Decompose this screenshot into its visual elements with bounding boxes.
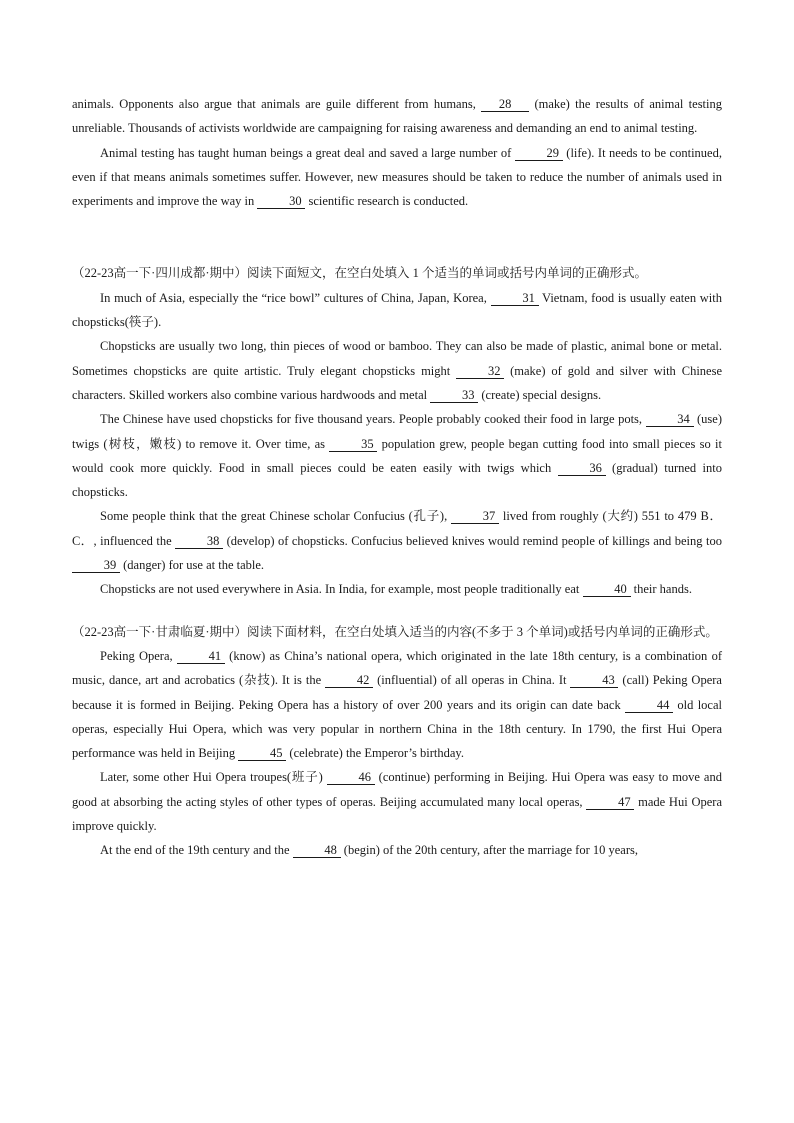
passage2-paragraph5: Chopsticks are not used everywhere in Asia. In India, for example, most people traditionally eat 40 their hands. [100,582,692,597]
blank-31[interactable]: 31 [491,291,539,306]
blank-30[interactable]: 30 [257,194,305,209]
blank-41[interactable]: 41 [177,649,225,664]
passage1-paragraph1: animals. Opponents also argue that animals are guile different from humans, 28 (make) the results of animal testing unreliable. Thousands of activists worldwide are campaigning for raising awareness and demanding an end to animal testing. [72,97,723,136]
passage3-paragraph3: At the end of the 19th century and the 48 (begin) of the 20th century, after the marriage for 10 years, [100,843,638,858]
blank-28[interactable]: 28 [481,97,529,112]
blank-46[interactable]: 46 [327,770,375,785]
blank-45[interactable]: 45 [238,746,286,761]
blank-42[interactable]: 42 [325,673,373,688]
blank-44[interactable]: 44 [625,698,673,713]
blank-32[interactable]: 32 [456,364,504,379]
blank-29[interactable]: 29 [515,146,563,161]
blank-35[interactable]: 35 [329,437,377,452]
passage3-heading: （22-23高一下·甘肃临夏·期中）阅读下面材料，在空白处填入适当的内容(不多于 3 个单词)或括号内单词的正确形式。 [72,624,718,639]
passage3-paragraph1: Peking Opera, 41 (know) as China’s national opera, which originated in the late 18th century, is a combination of music, dance, art and acrobatics (杂技). It is the 42 (influential) of all operas in China. It 43 (call) Peking Opera because it is formed in Beijing. Peking Opera has a history of over 200 years and its origin can date back 44 old local operas, especially Hui Opera, which was very popular in northern China in the 18th century. In 1790, the first Hui Opera performance was held in Beijing 45 (celebrate) the Emperor’s birthday. [72,648,722,761]
passage2-paragraph3: The Chinese have used chopsticks for five thousand years. People probably cooked their food in large pots, 34 (use) twigs (树枝，嫩枝) to remove it. Over time, as 35 population grew, people began cutting food into small pieces so it would cook more quickly. Food in small pieces could be eaten easily with twigs which 36 (gradual) turned into chopsticks. [72,412,723,500]
blank-43[interactable]: 43 [570,673,618,688]
passage2-paragraph1: In much of Asia, especially the “rice bowl” cultures of China, Japan, Korea, 31 Vietnam, food is usually eaten with chopsticks(筷子). [72,290,723,330]
blank-47[interactable]: 47 [586,795,634,810]
worksheet-page [72,92,722,863]
blank-40[interactable]: 40 [583,582,631,597]
blank-36[interactable]: 36 [558,461,606,476]
blank-39[interactable]: 39 [72,558,120,573]
blank-34[interactable]: 34 [646,412,694,427]
passage2-heading: （22-23高一下·四川成都·期中）阅读下面短文，在空白处填入 1 个适当的单词或括号内单词的正确形式。 [72,266,647,281]
passage3-paragraph2: Later, some other Hui Opera troupes(班子) 46 (continue) performing in Beijing. Hui Opera was easy to move and good at absorbing the acting styles of other types of operas. Beijing accumulated many local operas, 47 made Hui Opera improve quickly. [72,770,722,834]
passage1-paragraph2: Animal testing has taught human beings a great deal and saved a large number of 29 (life). It needs to be continued, even if that means animals sometimes suffer. However, new measures should be taken to reduce the number of animals used in experiments and improve the way in 30 scientific research is conducted. [72,145,722,209]
blank-48[interactable]: 48 [293,843,341,858]
passage2-paragraph4: Some people think that the great Chinese scholar Confucius (孔子), 37 lived from roughly (大约) 551 to 479 B．C．, influenced the 38 (develop) of chopsticks. Confucius believed knives would remind people of killings and being too 39 (danger) for use at the table. [72,509,722,573]
blank-33[interactable]: 33 [430,388,478,403]
blank-37[interactable]: 37 [451,509,499,524]
passage2-paragraph2: Chopsticks are usually two long, thin pieces of wood or bamboo. They can also be made of plastic, animal bone or metal. Sometimes chopsticks are quite artistic. Truly elegant chopsticks might 32 (make) of gold and silver with Chinese characters. Skilled workers also combine various hardwoods and metal 33 (create) special designs. [72,339,723,402]
blank-38[interactable]: 38 [175,534,223,549]
